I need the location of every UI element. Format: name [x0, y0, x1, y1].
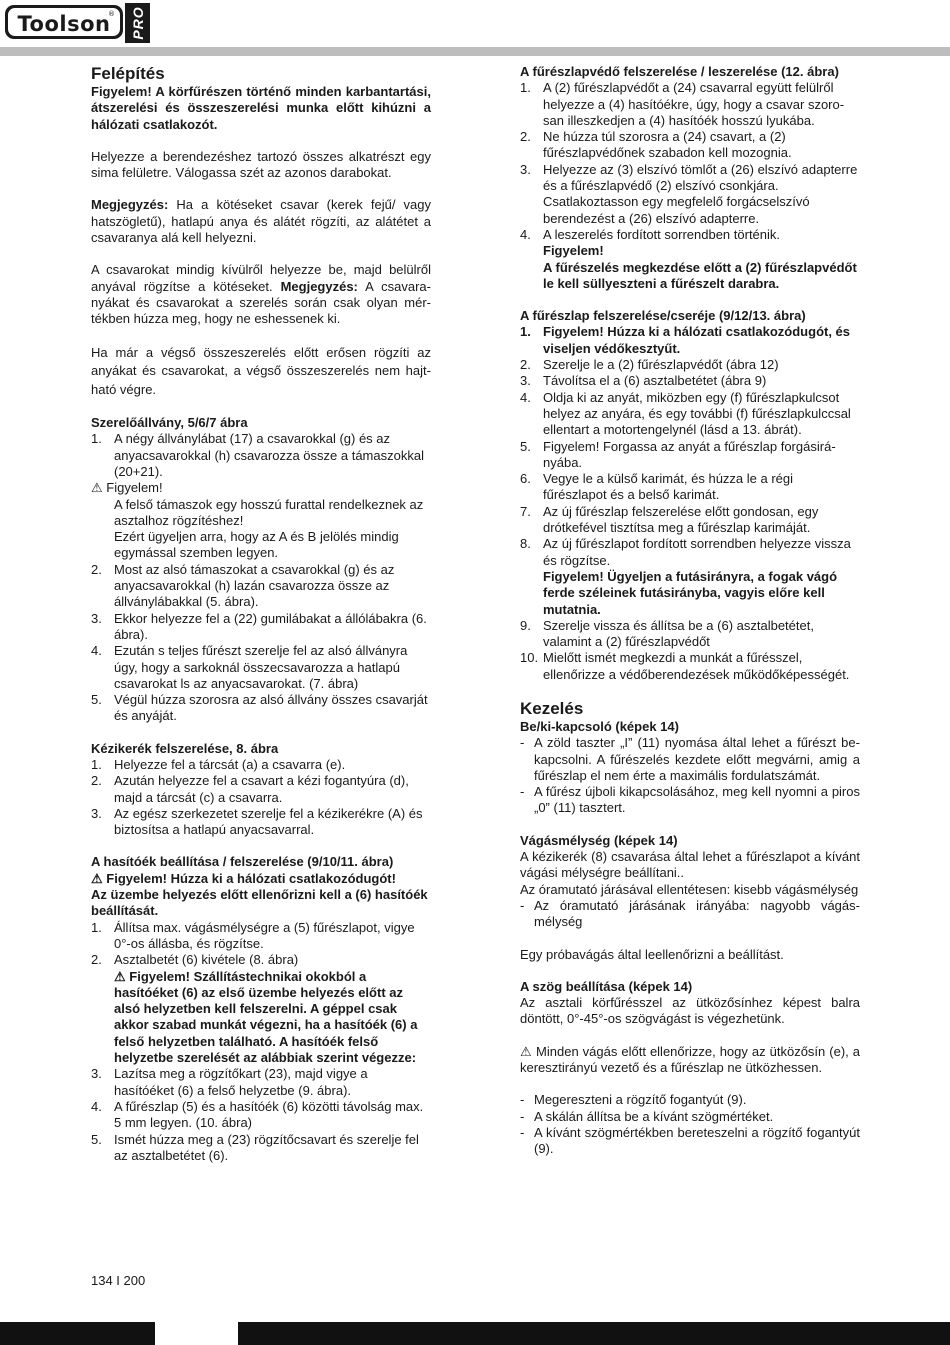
section-title-switch: Be/ki-kapcsoló (képek 14): [520, 718, 679, 734]
list-item: 4. Ezután s teljes fűrészt szerelje fel az alsó állványra úgy, hogy a sarkoknál összecsavarozza a hatlapú csavarokat ls az anyacsavarokat. (7. ábra): [91, 643, 408, 691]
footer-bar-right: [238, 1322, 950, 1345]
list-item: 1. A négy állványlábat (17) a csavarokkal (g) és az anyacsavarokkal (h) csavarozza össze a támaszokkal (20+21).: [91, 431, 424, 479]
list-item: 2. Most az alsó támaszokat a csavarokkal (g) és az anyacsavarokkal (h) lazán csavarozza össze az állványlábakkal (5. ábra).: [91, 561, 395, 610]
section-title-blade-guard: A fűrészlapvédő felszerelése / leszerelése (12. ábra): [520, 64, 839, 79]
list-item: 4. Oldja ki az anyát, miközben egy (f) fűrészlapkulcsot helyez az anyára, és egy további (f) fűrészlapkulccsal ellentart a motortengelynél (lásd a 13. ábrát).: [520, 389, 851, 438]
list-item: 5. Ismét húzza meg a (23) rögzítőcsavart és szerelje fel az asztalbetétet (6).: [91, 1131, 419, 1163]
list-item: 2. Szerelje le a (2) fűrészlapvédőt (ábra 12): [520, 357, 779, 373]
logo-wordmark: Toolson: [17, 12, 111, 36]
list-item: 3. Helyezze az (3) elszívó tömlőt a (26) elszívó adapterre és a fűrészlapvédő (2) elszívó csonkjára. Csatlakoztasson egy megfelelő forgácselszívó berendezést a (26) elszívó adapterre.: [520, 161, 858, 226]
stand-warning-text-2: Ezért ügyeljen arra, hogy az A és B jelölés mindig egymással szemben legyen.: [114, 529, 399, 561]
list-item: 3. Ekkor helyezze fel a (22) gumilábakat a állólábakra (6. ábra).: [91, 610, 427, 642]
blade-guard-warning-text: A fűrészelés megkezdése előtt a (2) fűrészlapvédőt le kell süllyeszteni a fűrészelt darabra.: [543, 259, 857, 291]
list-item: - A fűrész újboli kikapcsolásához, meg kell nyomni a piros „0” (11) tasztert.: [520, 784, 860, 816]
list-item: - A zöld taszter „I” (11) nyomása által lehet a fűrészt bekapcsolni. A fűrészelés kezdete előtt megvárni, amig a fűrészlap el nem érte a maximális fordulatszámát.: [520, 735, 860, 783]
list-item: 1. Figyelem! Húzza ki a hálózati csatlakozódugót, és viseljen védőkesztyűt.: [520, 324, 851, 356]
riving-knife-warning-2: Az üzembe helyezés előtt ellenőrizni kell a (6) hasítóék beállítását.: [91, 887, 428, 919]
page-number: 134 I 200: [91, 1273, 146, 1288]
section-title-blade-change: A fűrészlap felszerelése/cseréje (9/12/13. ábra): [520, 308, 806, 324]
note-label: Megjegyzés:: [91, 197, 169, 213]
right-column: [520, 64, 860, 1158]
warning-icon: ⚠: [91, 870, 103, 886]
stand-steps: [91, 431, 431, 480]
page-header: [0, 0, 950, 56]
list-item: 5. Végül húzza szorosra az alsó állvány összes csavarját és anyáját.: [91, 692, 428, 724]
blade-direction-warning: Figyelem! Ügyeljen a futásirányra, a fogak vágó ferde széleinek futásirányba, vagyis előre kell mutatnia.: [543, 568, 838, 617]
riving-knife-steps: [91, 920, 431, 969]
section-title-riving-knife: A hasítóék beállítása / felszerelése (9/10/11. ábra): [91, 854, 394, 870]
depth-steps: [520, 898, 860, 931]
section-title-felepites: Felépítés: [91, 64, 165, 83]
list-item: - Megereszteni a rögzítő fogantyút (9).: [520, 1092, 747, 1108]
riving-knife-transport-warning: ⚠ Figyelem! Szállítástechnikai okokból a hasítóéket (6) az első üzembe helyezés előtt az alsó helyzetben kell felszerelni. A géppel csak akkor szabad munkát végezni, ha a hasítóék (6) a felső helyzetben található. A hasítóék felső helyzetbe szerelését az alábbiak szerint végezze:: [114, 968, 418, 1066]
list-item: 8. Az új fűrészlapot fordított sorrendben helyezze vissza és rögzítse.: [520, 536, 851, 568]
switch-steps: [520, 735, 860, 816]
list-item: 9. Szerelje vissza és állítsa be a (6) asztalbetétet, valamint a (2) fűrészlapvédőt: [520, 617, 814, 650]
section-title-kezeles: Kezelés: [520, 698, 584, 718]
header-divider: [0, 47, 950, 56]
section-title-handwheel: Kézikerék felszerelése, 8. ábra: [91, 740, 279, 756]
depth-paragraph-2: Az óramutató járásával ellentétesen: kisebb vágásmélység: [520, 881, 859, 897]
riving-knife-steps-continued: [91, 1066, 431, 1164]
blade-guard-warning-label: Figyelem!: [543, 243, 604, 259]
warning-icon: ⚠: [114, 968, 126, 984]
blade-guard-steps: [520, 80, 860, 243]
list-item: 3. Lazítsa meg a rögzítőkart (23), majd vigye a hasítóéket (6) a felső helyzetbe (9. ábra).: [91, 1066, 368, 1098]
list-item: 3. Az egész szerkezetet szerelje fel a kézikerékre (A) és biztosítsa a hatlapú anyacsavarral.: [91, 805, 423, 838]
list-item: 2. Asztalbetét (6) kivétele (8. ábra): [91, 952, 299, 968]
list-item: 3. Távolítsa el a (6) asztalbetétet (ábra 9): [520, 373, 767, 389]
paragraph-note-2: A csavarokat mindig kívülről helyezze be, majd belülről anyával rögzítse a kötéseket. Megjegyzés: A csavaranyákat és csavarokat a szerelés során csak olyan mértékben húzza meg, hogy ne eshessenek ki.: [91, 262, 432, 327]
stand-steps-continued: [91, 562, 431, 725]
list-item: 4. A leszerelés fordított sorrendben történik.: [520, 226, 781, 242]
footer-bar-left: [0, 1322, 155, 1345]
blade-change-steps-continued: [520, 618, 860, 683]
paragraph-parts: Helyezze a berendezéshez tartozó összes alkatrészt egy sima felületre. Válogassa szét az azonos darabokat.: [91, 148, 431, 181]
list-item: 4. A fűrészlap (5) és a hasítóék (6) közötti távolság max. 5 mm legyen. (10. ábra): [91, 1098, 424, 1131]
pro-badge: [125, 3, 150, 43]
left-column: [91, 64, 431, 1164]
depth-paragraph-3: Egy próbavágás által leellenőrizni a beállítást.: [520, 946, 784, 962]
list-item: 5. Figyelem! Forgassa az anyát a fűrészlap forgásirányába.: [520, 438, 836, 470]
stand-warning: ⚠ Figyelem!: [91, 480, 163, 496]
list-item: - A kívánt szögmértékben bereteszelni a rögzítő fogantyút (9).: [520, 1124, 860, 1157]
safety-warning: Figyelem! A körfűrészen történő minden karbantartási, átszerelési és összeszerelési munka előtt kihúzni a hálózati csatlakozót.: [91, 84, 431, 132]
angle-paragraph-1: Az asztali körfűrésszel az ütközősínhez képest balra döntött, 0°-45°-os szögvágást is végezhetünk.: [520, 995, 860, 1027]
registered-mark: ®: [108, 10, 115, 18]
handwheel-steps: [91, 757, 431, 838]
riving-knife-warning: ⚠ Figyelem! Húzza ki a hálózati csatlakozódugót!: [91, 870, 396, 886]
list-item: - A skálán állítsa be a kívánt szögmértéket.: [520, 1108, 774, 1124]
stand-warning-text-1: A felső támaszok egy hosszú furattal rendelkeznek az asztalhoz rögzítéshez!: [114, 496, 424, 528]
angle-steps: [520, 1092, 860, 1157]
section-title-stand: Szerelőállvány, 5/6/7 ábra: [91, 415, 248, 431]
list-item: 1. Helyezze fel a tárcsát (a) a csavarra (e).: [91, 757, 346, 772]
warning-icon: ⚠: [520, 1043, 533, 1059]
toolson-logo: [5, 5, 123, 39]
list-item: 1. A (2) fűrészlapvédőt a (24) csavarral együtt felülről helyezze a (4) hasítóékre, úgy, hogy a csavar szorosan illeszkedjen a (4) hasítóék hosszú lyukába.: [520, 80, 845, 128]
pro-badge-text: PRO: [130, 6, 146, 40]
section-title-angle: A szög beállítása (képek 14): [520, 978, 693, 994]
angle-warning: ⚠ Minden vágás előtt ellenőrizze, hogy az ütközősín (e), a keresztirányú vezető és a fűrészlap ne ütközhessen.: [520, 1043, 860, 1076]
list-item: 7. Az új fűrészlap felszerelése előtt gondosan, egy drótkefével tisztítsa meg a fűrészlap karimáját.: [520, 503, 819, 536]
warning-icon: ⚠: [91, 480, 103, 496]
list-item: 1. Állítsa max. vágásmélységre a (5) fűrészlapot, vigye 0°-os állásba, és rögzítse.: [91, 919, 415, 951]
note-label: Megjegyzés:: [280, 278, 358, 294]
list-item: 10. Mielőtt ismét megkezdi a munkát a fűrésszel, ellenőrizze a védőberendezések működőképességét.: [520, 650, 850, 682]
list-item: 6. Vegye le a külső karimát, és húzza le a régi fűrészlapot és a belső karimát.: [520, 471, 794, 503]
list-item: 2. Ne húzza túl szorosra a (24) csavart, a (2) fűrészlapvédőnek szabadon kell mozognia.: [520, 129, 792, 161]
blade-change-steps: [520, 324, 860, 568]
paragraph-final-assembly: Ha már a végső összeszerelés előtt erősen rögzíti az anyákat és csavarokat, a végső összeszerelés nem hajtható végre.: [91, 344, 431, 397]
list-item: - Az óramutató járásának irányába: nagyobb vágásmélység: [520, 897, 860, 930]
paragraph-note-1: Megjegyzés: Ha a kötéseket csavar (kerek fejű/ vagy hatszögletű), hatlapú anya és alátét rögzíti, az alátétet a csavaranya alá kell helyezni.: [91, 197, 431, 246]
list-item: 2. Azután helyezze fel a csavart a kézi fogantyúra (d), majd a tárcsát (c) a csavarra.: [91, 773, 409, 805]
depth-paragraph-1: A kézikerék (8) csavarása által lehet a fűrészlapot a kívánt vágási mélységre beállítani..: [520, 849, 860, 881]
section-title-depth: Vágásmélység (képek 14): [520, 832, 678, 848]
